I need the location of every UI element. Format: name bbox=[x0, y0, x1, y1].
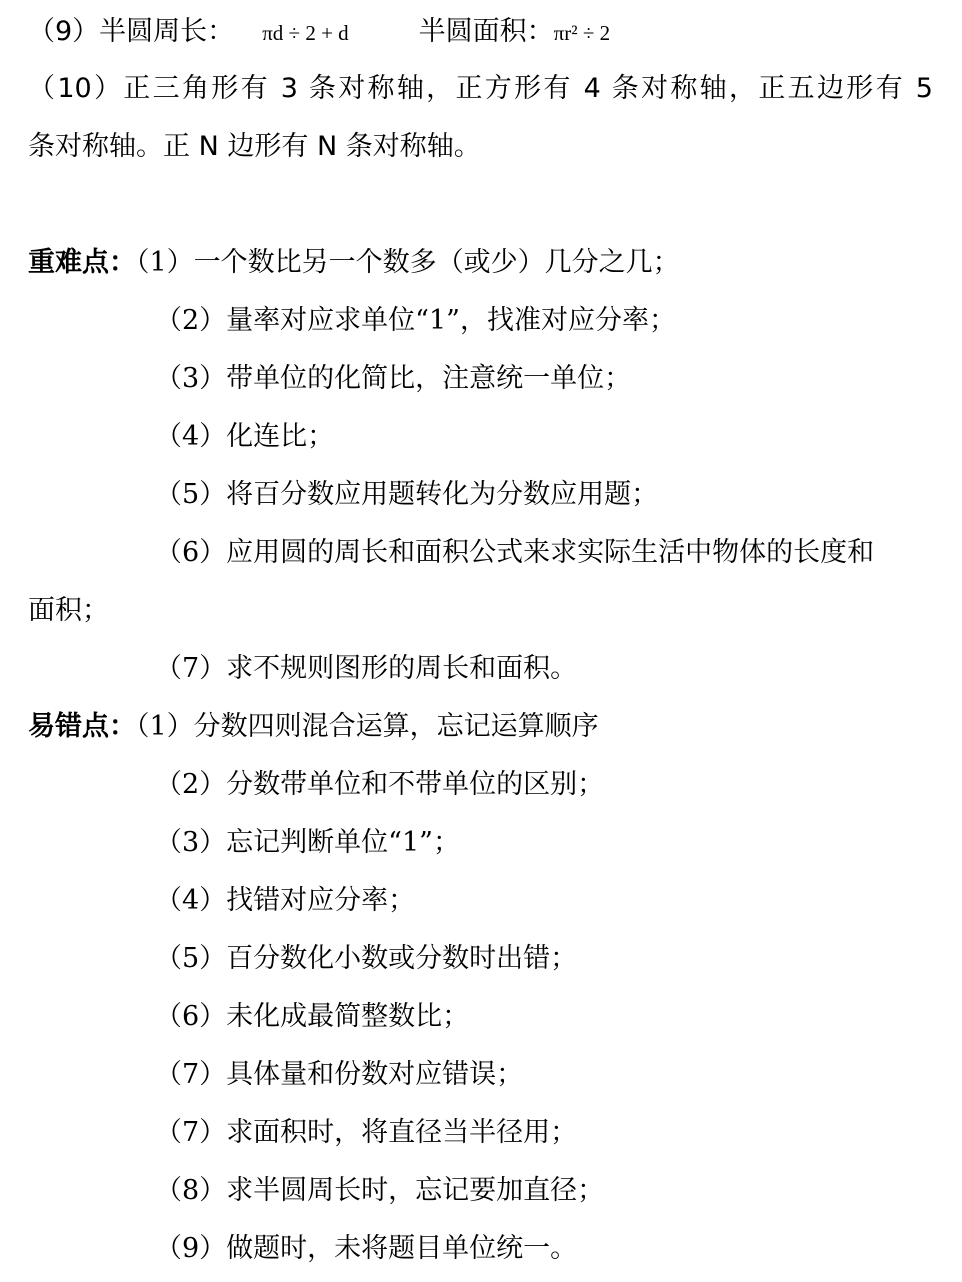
error-point-item: （6）未化成最简整数比； bbox=[155, 1001, 470, 1032]
semicircle-perimeter-formula: πd ÷ 2 + d bbox=[262, 21, 349, 45]
key-point-item: （5）将百分数应用题转化为分数应用题； bbox=[155, 479, 659, 510]
error-point-item: （3）忘记判断单位“1”； bbox=[155, 827, 460, 858]
item-9-label: （9）半圆周长： bbox=[28, 16, 235, 47]
semicircle-area-label: 半圆面积： bbox=[418, 16, 554, 47]
key-point-item: （6）应用圆的周长和面积公式来求实际生活中物体的长度和 bbox=[155, 537, 875, 568]
error-point-item: （5）百分数化小数或分数时出错； bbox=[155, 943, 578, 974]
key-point-item: （4）化连比； bbox=[155, 421, 335, 452]
error-points-first-line bbox=[28, 707, 599, 747]
item-10-line-1: （10）正三角形有 3 条对称轴，正方形有 4 条对称轴，正五边形有 5 bbox=[28, 73, 933, 104]
error-point-item: （7）求面积时，将直径当半径用； bbox=[155, 1117, 578, 1148]
error-point-item: （9）做题时，未将题目单位统一。 bbox=[155, 1233, 578, 1264]
key-point-item: （1）一个数比另一个数多（或少）几分之几； bbox=[136, 247, 680, 278]
key-point-item: （7）求不规则图形的周长和面积。 bbox=[155, 653, 578, 684]
key-point-item-continuation: 面积； bbox=[28, 595, 109, 626]
error-points-title: 易错点： bbox=[28, 711, 136, 742]
error-point-item: （4）找错对应分率； bbox=[155, 885, 416, 916]
error-point-item: （1）分数四则混合运算，忘记运算顺序 bbox=[136, 711, 599, 742]
key-point-item: （2）量率对应求单位“1”，找准对应分率； bbox=[155, 305, 676, 336]
semicircle-area-formula: πr² ÷ 2 bbox=[553, 21, 611, 45]
error-point-item: （2）分数带单位和不带单位的区别； bbox=[155, 769, 605, 800]
key-point-item: （3）带单位的化简比，注意统一单位； bbox=[155, 363, 632, 394]
key-points-first-line bbox=[28, 243, 680, 283]
item-9-line bbox=[28, 12, 610, 52]
error-point-item: （7）具体量和份数对应错误； bbox=[155, 1059, 524, 1090]
key-points-title: 重难点： bbox=[28, 247, 136, 278]
item-10-line-2: 条对称轴。正 N 边形有 N 条对称轴。 bbox=[28, 131, 481, 162]
error-point-item: （8）求半圆周长时，忘记要加直径； bbox=[155, 1175, 605, 1206]
